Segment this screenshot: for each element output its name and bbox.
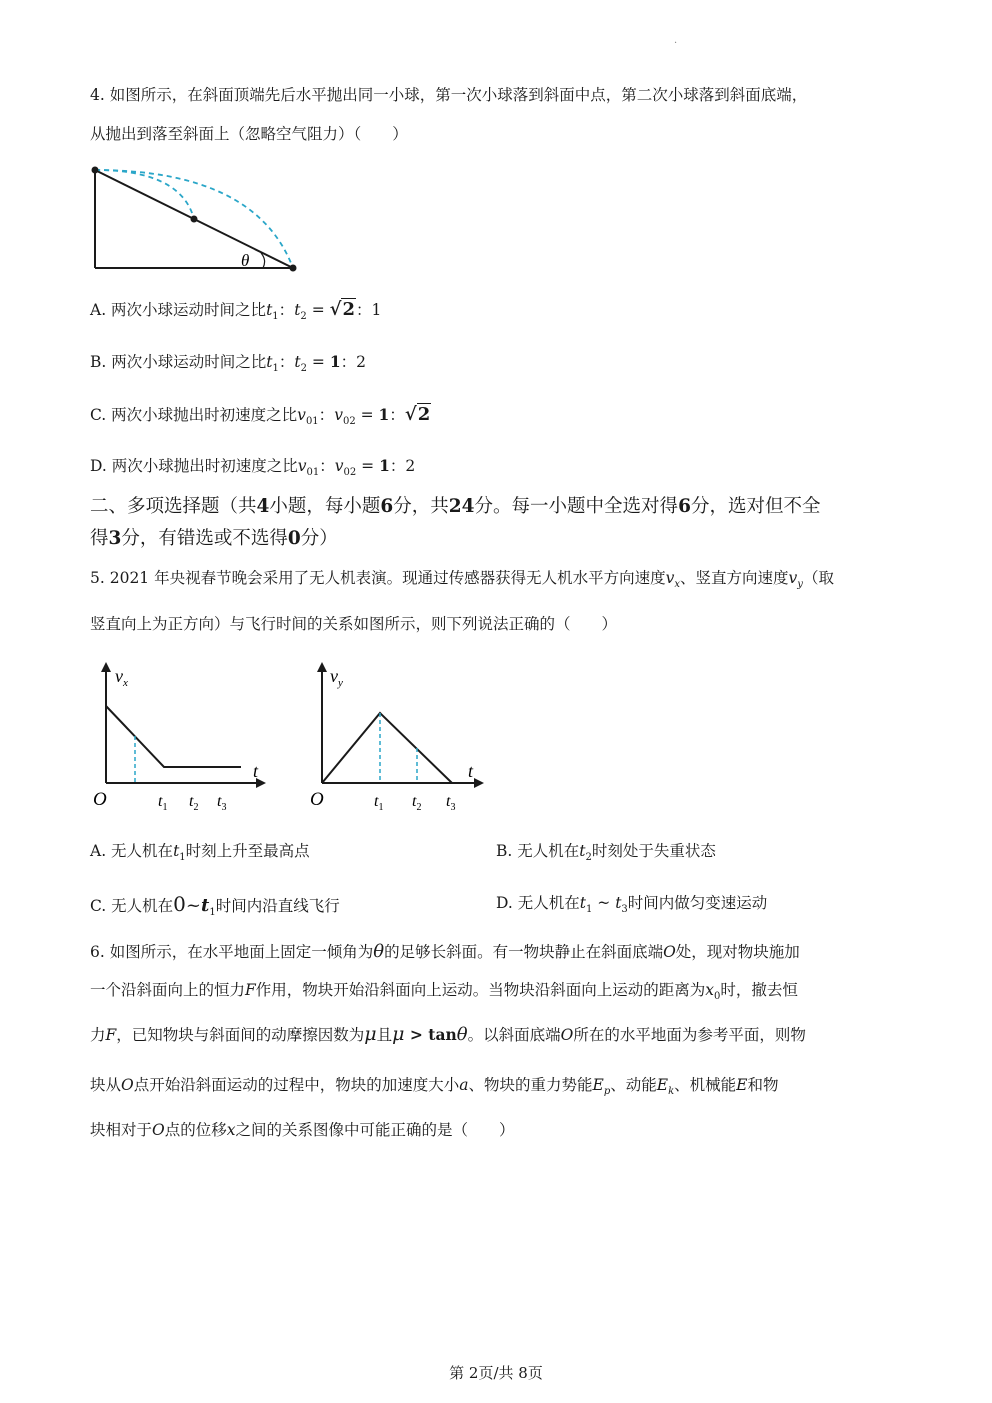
- q5-option-a: A. 无人机在$t_1$时刻上升至最高点: [90, 842, 310, 864]
- q6-line1: 6. 如图所示，在水平地面上固定一倾角为θ的足够长斜面。有一物块静止在斜面底端O处，现对物块施加: [90, 941, 800, 962]
- q4-option-a: A. 两次小球运动时间之比$t_1$：$t_2 = √2$：1: [90, 299, 382, 323]
- section-2-header: 二、多项选择题（共4小题，每小题6分，共24分。每一小题中全选对得6分，选对但不全 得3分，有错选或不选得0分）: [90, 496, 821, 549]
- vx-tick-t3: $t_3$: [217, 793, 227, 813]
- vy-x-arrow-icon: [474, 778, 484, 788]
- q5-option-c: C. 无人机在$0\sim t_1$时间内沿直线飞行: [90, 892, 340, 919]
- q6-line2: 一个沿斜面向上的恒力F作用，物块开始沿斜面向上运动。当物块沿斜面向上运动的距离为$x_0$时，撤去恒: [90, 981, 798, 1003]
- vy-tick-t1: $t_1$: [374, 793, 384, 813]
- vy-origin: O: [310, 789, 324, 810]
- landing-midpoint: [191, 216, 198, 223]
- vx-xlabel: t: [253, 761, 259, 781]
- vy-time-graph: [306, 656, 491, 816]
- q4-option-c: C. 两次小球抛出时初速度之比$v_{01}$：$v_{02} = 1$：√2: [90, 404, 431, 428]
- sqrt-icon: √2: [404, 404, 431, 425]
- vy-ylabel: $v_y$: [330, 666, 343, 689]
- vx-tick-t2: $t_2$: [189, 793, 199, 813]
- q5-option-d: D. 无人机在$t_1$ ~ $t_3$时间内做匀变速运动: [496, 894, 768, 916]
- vx-ylabel: $v_x$: [115, 666, 128, 689]
- vy-curve: [322, 713, 452, 783]
- vy-tick-t2: $t_2$: [412, 793, 422, 813]
- theta-label: θ: [241, 251, 250, 270]
- vx-time-graph: [88, 656, 273, 816]
- q4-option-b: B. 两次小球运动时间之比$t_1$：$t_2 = 1$：2: [90, 352, 366, 375]
- vx-tick-t1: $t_1$: [158, 793, 168, 813]
- vy-tick-t3: $t_3$: [446, 793, 456, 813]
- sqrt-icon: √2: [329, 299, 356, 320]
- launch-point: [92, 167, 99, 174]
- q6-line5: 块相对于O点的位移x之间的关系图像中可能正确的是（ ）: [90, 1121, 515, 1139]
- vx-origin: O: [93, 789, 107, 810]
- q4-incline-figure: [86, 160, 306, 278]
- q6-line3: 力F，已知物块与斜面间的动摩擦因数为μ且μ > tanθ。以斜面底端O所在的水平地面为参考平面，则物: [90, 1023, 806, 1045]
- q4-line1: 4. 如图所示，在斜面顶端先后水平抛出同一小球，第一次小球落到斜面中点，第二次小球落到斜面底端，: [90, 86, 808, 104]
- vy-y-arrow-icon: [317, 662, 327, 672]
- q6-line4: 块从O点开始沿斜面运动的过程中，物块的加速度大小a、物块的重力势能$E_p$、动能$E_k$、机械能E和物: [90, 1076, 779, 1098]
- angle-arc: [261, 253, 265, 268]
- q5-line1: 5. 2021 年央视春节晚会采用了无人机表演。现通过传感器获得无人机水平方向速度$v_x$、竖直方向速度$v_y$（取: [90, 569, 834, 591]
- q4-line2: 从抛出到落至斜面上（忽略空气阻力）（ ）: [90, 125, 408, 143]
- vy-xlabel: t: [468, 761, 474, 781]
- vx-y-arrow-icon: [101, 662, 111, 672]
- page-footer: 第 2页/共 8页: [449, 1364, 543, 1382]
- corner-mark: ·: [674, 38, 678, 49]
- q5-line2: 竖直向上为正方向）与飞行时间的关系如图所示，则下列说法正确的（ ）: [90, 615, 618, 633]
- vx-curve: [106, 706, 241, 767]
- landing-bottom: [290, 265, 297, 272]
- q5-option-b: B. 无人机在$t_2$时刻处于失重状态: [496, 842, 716, 864]
- q4-option-d: D. 两次小球抛出时初速度之比$v_{01}$：$v_{02} = 1$：2: [90, 456, 416, 479]
